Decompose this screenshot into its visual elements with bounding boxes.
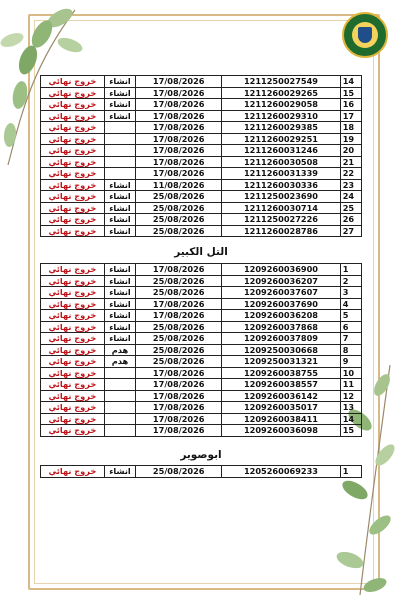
- table-row: [41, 202, 362, 214]
- serial-number-cell: 15: [340, 87, 361, 99]
- exit-status-cell: خروج نهائي: [41, 191, 105, 203]
- request-number-cell: 1211260031246: [222, 145, 340, 157]
- table-row: [41, 344, 362, 356]
- request-number-cell: 1211260029058: [222, 99, 340, 111]
- date-cell: 25/08/2026: [136, 356, 222, 368]
- request-type-cell: [104, 122, 135, 134]
- section-title-tal-el-kebir: التل الكبير: [174, 246, 228, 258]
- date-cell: 25/08/2026: [136, 275, 222, 287]
- date-cell: 25/08/2026: [136, 287, 222, 299]
- serial-number-cell: 25: [340, 202, 361, 214]
- request-type-cell: انشاء: [104, 179, 135, 191]
- date-cell: 17/08/2026: [136, 367, 222, 379]
- table-row: [41, 133, 362, 145]
- request-type-cell: انشاء: [104, 310, 135, 322]
- table-row: [41, 76, 362, 88]
- date-cell: 25/08/2026: [136, 466, 222, 478]
- exit-status-cell: خروج نهائي: [41, 122, 105, 134]
- exit-status-cell: خروج نهائي: [41, 156, 105, 168]
- request-number-cell: 1209250030668: [222, 344, 340, 356]
- table-row: [41, 379, 362, 391]
- table-row: [41, 466, 362, 478]
- exit-status-cell: خروج نهائي: [41, 202, 105, 214]
- request-number-cell: 1211250027226: [222, 214, 340, 226]
- serial-number-cell: 13: [340, 402, 361, 414]
- request-number-cell: 1211260028786: [222, 225, 340, 237]
- serial-number-cell: 18: [340, 122, 361, 134]
- date-cell: 17/08/2026: [136, 99, 222, 111]
- request-type-cell: انشاء: [104, 264, 135, 276]
- exit-status-cell: خروج نهائي: [41, 76, 105, 88]
- date-cell: 17/08/2026: [136, 379, 222, 391]
- exit-status-cell: خروج نهائي: [41, 298, 105, 310]
- request-type-cell: [104, 425, 135, 437]
- exit-status-cell: خروج نهائي: [41, 99, 105, 111]
- serial-number-cell: 7: [340, 333, 361, 345]
- request-number-cell: 1211260029251: [222, 133, 340, 145]
- records-table-section-2: [40, 263, 362, 437]
- serial-number-cell: 17: [340, 110, 361, 122]
- table-row: [41, 191, 362, 203]
- table-row: [41, 310, 362, 322]
- request-number-cell: 1209260037690: [222, 298, 340, 310]
- table-row: [41, 214, 362, 226]
- exit-status-cell: خروج نهائي: [41, 264, 105, 276]
- date-cell: 17/08/2026: [136, 310, 222, 322]
- exit-status-cell: خروج نهائي: [41, 356, 105, 368]
- date-cell: 17/08/2026: [136, 156, 222, 168]
- serial-number-cell: 5: [340, 310, 361, 322]
- exit-status-cell: خروج نهائي: [41, 367, 105, 379]
- table-row: [41, 425, 362, 437]
- request-number-cell: 1209260036208: [222, 310, 340, 322]
- request-number-cell: 1211260029310: [222, 110, 340, 122]
- exit-status-cell: خروج نهائي: [41, 390, 105, 402]
- serial-number-cell: 4: [340, 298, 361, 310]
- date-cell: 25/08/2026: [136, 333, 222, 345]
- request-type-cell: هدم: [104, 356, 135, 368]
- serial-number-cell: 14: [340, 76, 361, 88]
- request-type-cell: انشاء: [104, 333, 135, 345]
- date-cell: 17/08/2026: [136, 133, 222, 145]
- table-row: [41, 225, 362, 237]
- exit-status-cell: خروج نهائي: [41, 225, 105, 237]
- request-number-cell: 1209250031321: [222, 356, 340, 368]
- table-row: [41, 156, 362, 168]
- exit-status-cell: خروج نهائي: [41, 275, 105, 287]
- records-table-section-3: [40, 465, 362, 478]
- request-type-cell: انشاء: [104, 298, 135, 310]
- exit-status-cell: خروج نهائي: [41, 425, 105, 437]
- request-type-cell: [104, 156, 135, 168]
- request-number-cell: 1211260029265: [222, 87, 340, 99]
- date-cell: 25/08/2026: [136, 225, 222, 237]
- exit-status-cell: خروج نهائي: [41, 145, 105, 157]
- table-row: [41, 356, 362, 368]
- serial-number-cell: 24: [340, 191, 361, 203]
- serial-number-cell: 9: [340, 356, 361, 368]
- request-type-cell: انشاء: [104, 99, 135, 111]
- serial-number-cell: 6: [340, 321, 361, 333]
- date-cell: 17/08/2026: [136, 168, 222, 180]
- date-cell: 17/08/2026: [136, 402, 222, 414]
- exit-status-cell: خروج نهائي: [41, 413, 105, 425]
- request-number-cell: 1209260038557: [222, 379, 340, 391]
- governorate-seal-icon: [342, 12, 388, 58]
- exit-status-cell: خروج نهائي: [41, 110, 105, 122]
- serial-number-cell: 20: [340, 145, 361, 157]
- serial-number-cell: 10: [340, 367, 361, 379]
- request-type-cell: انشاء: [104, 275, 135, 287]
- table-row: [41, 333, 362, 345]
- table-row: [41, 110, 362, 122]
- serial-number-cell: 15: [340, 425, 361, 437]
- serial-number-cell: 2: [340, 275, 361, 287]
- request-type-cell: انشاء: [104, 321, 135, 333]
- request-number-cell: 1211260030336: [222, 179, 340, 191]
- table-row: [41, 264, 362, 276]
- date-cell: 17/08/2026: [136, 425, 222, 437]
- date-cell: 17/08/2026: [136, 110, 222, 122]
- table-row: [41, 145, 362, 157]
- request-number-cell: 1209260036098: [222, 425, 340, 437]
- table-row: [41, 168, 362, 180]
- request-type-cell: انشاء: [104, 287, 135, 299]
- request-number-cell: 1209260036142: [222, 390, 340, 402]
- table-row: [41, 413, 362, 425]
- date-cell: 17/08/2026: [136, 76, 222, 88]
- exit-status-cell: خروج نهائي: [41, 287, 105, 299]
- table-row: [41, 122, 362, 134]
- request-type-cell: انشاء: [104, 87, 135, 99]
- table-row: [41, 275, 362, 287]
- table-row: [41, 287, 362, 299]
- serial-number-cell: 26: [340, 214, 361, 226]
- request-type-cell: انشاء: [104, 466, 135, 478]
- request-number-cell: 1211260030508: [222, 156, 340, 168]
- date-cell: 17/08/2026: [136, 298, 222, 310]
- request-type-cell: [104, 379, 135, 391]
- request-type-cell: انشاء: [104, 202, 135, 214]
- exit-status-cell: خروج نهائي: [41, 168, 105, 180]
- serial-number-cell: 8: [340, 344, 361, 356]
- request-type-cell: [104, 145, 135, 157]
- request-number-cell: 1205260069233: [222, 466, 340, 478]
- request-number-cell: 1211260030714: [222, 202, 340, 214]
- serial-number-cell: 14: [340, 413, 361, 425]
- table-row: [41, 87, 362, 99]
- date-cell: 17/08/2026: [136, 264, 222, 276]
- table-row: [41, 367, 362, 379]
- request-number-cell: 1211250023690: [222, 191, 340, 203]
- request-type-cell: [104, 390, 135, 402]
- exit-status-cell: خروج نهائي: [41, 87, 105, 99]
- request-type-cell: انشاء: [104, 191, 135, 203]
- serial-number-cell: 22: [340, 168, 361, 180]
- date-cell: 17/08/2026: [136, 413, 222, 425]
- request-number-cell: 1209260038755: [222, 367, 340, 379]
- request-number-cell: 1209260037607: [222, 287, 340, 299]
- request-number-cell: 1209260036207: [222, 275, 340, 287]
- exit-status-cell: خروج نهائي: [41, 133, 105, 145]
- exit-status-cell: خروج نهائي: [41, 466, 105, 478]
- seal-shield: [358, 27, 372, 43]
- request-type-cell: انشاء: [104, 214, 135, 226]
- table-row: [41, 390, 362, 402]
- exit-status-cell: خروج نهائي: [41, 333, 105, 345]
- request-type-cell: انشاء: [104, 225, 135, 237]
- serial-number-cell: 3: [340, 287, 361, 299]
- request-number-cell: 1209260037868: [222, 321, 340, 333]
- request-type-cell: [104, 133, 135, 145]
- request-number-cell: 1211250027549: [222, 76, 340, 88]
- date-cell: 25/08/2026: [136, 214, 222, 226]
- request-type-cell: [104, 168, 135, 180]
- request-number-cell: 1209260035017: [222, 402, 340, 414]
- section-title-abu-suwayr: ابوصوير: [180, 449, 222, 461]
- exit-status-cell: خروج نهائي: [41, 214, 105, 226]
- date-cell: 17/08/2026: [136, 87, 222, 99]
- request-number-cell: 1209260036900: [222, 264, 340, 276]
- request-number-cell: 1211260031339: [222, 168, 340, 180]
- serial-number-cell: 1: [340, 264, 361, 276]
- table-row: [41, 298, 362, 310]
- date-cell: 25/08/2026: [136, 202, 222, 214]
- table-row: [41, 321, 362, 333]
- exit-status-cell: خروج نهائي: [41, 379, 105, 391]
- table-row: [41, 179, 362, 191]
- request-number-cell: 1209260037809: [222, 333, 340, 345]
- exit-status-cell: خروج نهائي: [41, 402, 105, 414]
- table-row: [41, 99, 362, 111]
- serial-number-cell: 27: [340, 225, 361, 237]
- records-table-section-1: [40, 75, 362, 237]
- date-cell: 25/08/2026: [136, 344, 222, 356]
- serial-number-cell: 21: [340, 156, 361, 168]
- date-cell: 17/08/2026: [136, 145, 222, 157]
- serial-number-cell: 16: [340, 99, 361, 111]
- date-cell: 17/08/2026: [136, 122, 222, 134]
- date-cell: 25/08/2026: [136, 321, 222, 333]
- request-type-cell: [104, 413, 135, 425]
- serial-number-cell: 1: [340, 466, 361, 478]
- serial-number-cell: 19: [340, 133, 361, 145]
- serial-number-cell: 23: [340, 179, 361, 191]
- request-number-cell: 1211260029385: [222, 122, 340, 134]
- date-cell: 25/08/2026: [136, 191, 222, 203]
- exit-status-cell: خروج نهائي: [41, 344, 105, 356]
- exit-status-cell: خروج نهائي: [41, 321, 105, 333]
- exit-status-cell: خروج نهائي: [41, 179, 105, 191]
- request-number-cell: 1209260038411: [222, 413, 340, 425]
- request-type-cell: هدم: [104, 344, 135, 356]
- serial-number-cell: 11: [340, 379, 361, 391]
- exit-status-cell: خروج نهائي: [41, 310, 105, 322]
- request-type-cell: انشاء: [104, 110, 135, 122]
- serial-number-cell: 12: [340, 390, 361, 402]
- date-cell: 17/08/2026: [136, 390, 222, 402]
- table-row: [41, 402, 362, 414]
- request-type-cell: [104, 367, 135, 379]
- date-cell: 11/08/2026: [136, 179, 222, 191]
- request-type-cell: [104, 402, 135, 414]
- request-type-cell: انشاء: [104, 76, 135, 88]
